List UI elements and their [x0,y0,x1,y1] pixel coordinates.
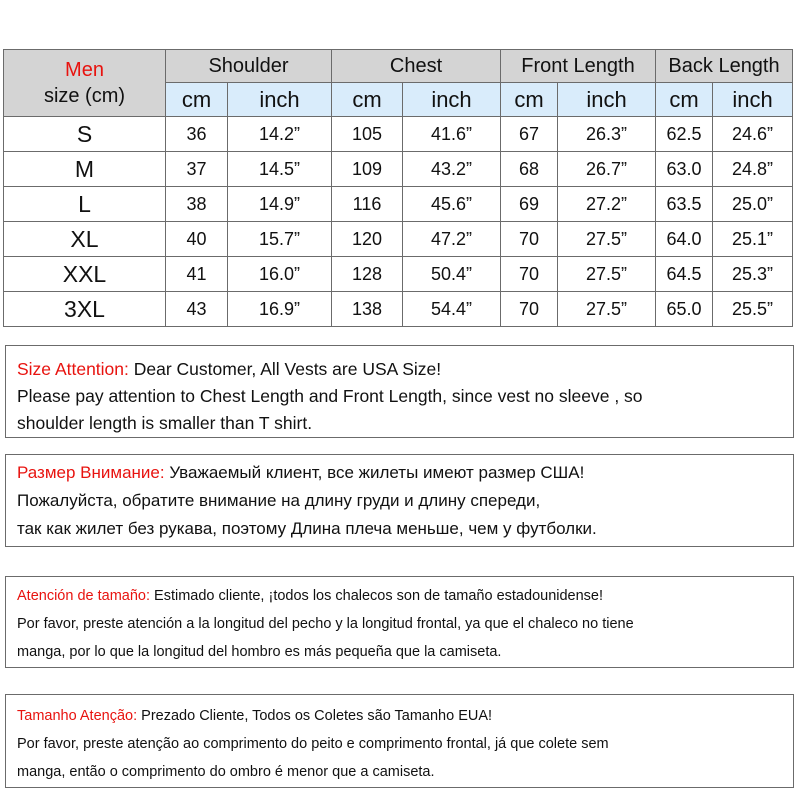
measurement-cell: 40 [166,222,228,257]
measurement-cell: 67 [501,117,558,152]
corner-title: Men [65,59,104,81]
measurement-cell: 120 [332,222,403,257]
measurement-cell: 47.2” [403,222,501,257]
notice-line: manga, por lo que la longitud del hombro es más pequeña que la camiseta. [17,644,502,660]
measurement-cell: 64.0 [656,222,713,257]
measurement-cell: 15.7” [228,222,332,257]
size-chart-table [3,49,793,327]
measurement-cell: 16.0” [228,257,332,292]
size-label: S [4,117,166,152]
measurement-cell: 43.2” [403,152,501,187]
notice-line: Please pay attention to Chest Length and Front Length, since vest no sleeve , so [17,386,643,406]
notice-line: shoulder length is smaller than T shirt. [17,413,313,433]
size-label: 3XL [4,292,166,327]
corner-subtitle: size (cm) [43,85,126,107]
size-label: L [4,187,166,222]
size-row [4,152,793,187]
measurement-cell: 25.3” [713,257,793,292]
notice-text: Estimado cliente, ¡todos los chalecos son de tamaño estadounidense! [150,588,604,604]
measurement-cell: 69 [501,187,558,222]
group-header-chest: Chest [332,50,501,83]
measurement-cell: 68 [501,152,558,187]
measurement-cell: 41.6” [403,117,501,152]
size-row [4,117,793,152]
measurement-cell: 26.3” [558,117,656,152]
notice-line: Por favor, preste atención a la longitud del pecho y la longitud frontal, ya que el chaleco no tiene [17,616,634,632]
unit-header: cm [166,83,228,117]
measurement-cell: 62.5 [656,117,713,152]
measurement-cell: 116 [332,187,403,222]
notice-spanish [5,576,794,668]
measurement-cell: 63.0 [656,152,713,187]
notice-line: Пожалуйста, обратите внимание на длину груди и длину спереди, [17,491,541,510]
size-row [4,222,793,257]
size-label: XL [4,222,166,257]
measurement-cell: 50.4” [403,257,501,292]
notice-line [17,702,793,730]
notice-line [17,459,793,487]
measurement-cell: 43 [166,292,228,327]
unit-header: inch [403,83,501,117]
measurement-cell: 27.5” [558,292,656,327]
measurement-cell: 64.5 [656,257,713,292]
measurement-cell: 37 [166,152,228,187]
measurement-cell: 70 [501,292,558,327]
size-row [4,187,793,222]
measurement-cell: 138 [332,292,403,327]
group-header-shoulder: Shoulder [166,50,332,83]
unit-header: inch [228,83,332,117]
unit-header: inch [713,83,793,117]
notice-line [17,356,793,383]
notice-portuguese [5,694,794,788]
notice-russian [5,454,794,547]
group-header-back-length: Back Length [656,50,793,83]
notice-text: Prezado Cliente, Todos os Coletes são Tamanho EUA! [137,708,493,724]
measurement-cell: 25.1” [713,222,793,257]
measurement-cell: 70 [501,257,558,292]
size-row [4,292,793,327]
measurement-cell: 128 [332,257,403,292]
measurement-cell: 27.5” [558,257,656,292]
measurement-cell: 36 [166,117,228,152]
measurement-cell: 65.0 [656,292,713,327]
measurement-cell: 25.5” [713,292,793,327]
measurement-cell: 27.2” [558,187,656,222]
size-row [4,257,793,292]
measurement-cell: 24.8” [713,152,793,187]
notice-text: Dear Customer, All Vests are USA Size! [128,359,442,379]
notice-heading: Размер Внимание: [17,463,165,482]
unit-header: cm [501,83,558,117]
measurement-cell: 25.0” [713,187,793,222]
notice-heading: Tamanho Atenção: [17,708,138,724]
measurement-cell: 26.7” [558,152,656,187]
measurement-cell: 14.2” [228,117,332,152]
notice-english [5,345,794,438]
measurement-cell: 38 [166,187,228,222]
measurement-cell: 41 [166,257,228,292]
measurement-cell: 16.9” [228,292,332,327]
notice-heading: Atención de tamaño: [17,588,151,604]
unit-header: cm [656,83,713,117]
measurement-cell: 105 [332,117,403,152]
size-label: XXL [4,257,166,292]
measurement-cell: 70 [501,222,558,257]
measurement-cell: 109 [332,152,403,187]
measurement-cell: 27.5” [558,222,656,257]
measurement-cell: 14.9” [228,187,332,222]
notice-line: manga, então o comprimento do ombro é menor que a camiseta. [17,764,435,780]
measurement-cell: 24.6” [713,117,793,152]
unit-header: cm [332,83,403,117]
measurement-cell: 14.5” [228,152,332,187]
unit-header: inch [558,83,656,117]
measurement-cell: 63.5 [656,187,713,222]
size-label: M [4,152,166,187]
group-header-front-length: Front Length [501,50,656,83]
measurement-cell: 54.4” [403,292,501,327]
size-rows [4,117,793,327]
notice-text: Уважаемый клиент, все жилеты имеют размер США! [164,463,585,482]
notice-heading: Size Attention: [17,359,129,379]
measurement-cell: 45.6” [403,187,501,222]
notice-line: так как жилет без рукава, поэтому Длина плеча меньше, чем у футболки. [17,519,597,538]
size-corner-header [4,50,166,117]
notice-line: Por favor, preste atenção ao comprimento do peito e comprimento frontal, já que colete sem [17,736,609,752]
group-header-row [4,50,793,83]
notice-line [17,582,793,610]
